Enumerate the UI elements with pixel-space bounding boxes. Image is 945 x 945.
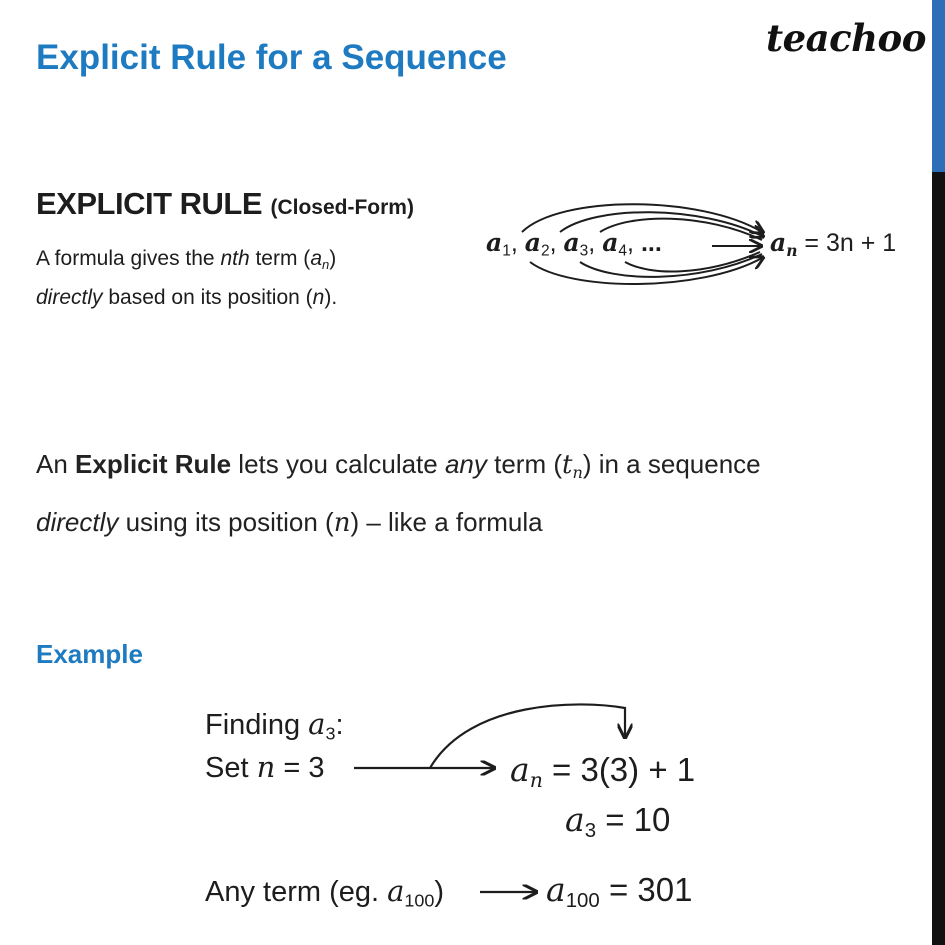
definition-line2: directly using its position (n) – like a formula [36,507,543,538]
calc-an: $a_n = 3(3) + 1$ [510,750,696,793]
arrow-curve-to-n [430,704,625,768]
teachoo-logo: teachoo [766,16,926,60]
rule-description-line1: A formula gives the nth term $(a_n)$ [36,247,337,272]
any-term-label: Any term (eg. $a_{100}$) [205,874,445,911]
result-a3: $a_3 = 10$ [565,800,671,843]
sequence-terms: $a_1$, $a_2$, $a_3$, $a_4$, ... [486,228,662,260]
definition-line1: An Explicit Rule lets you calculate any term $(t_n)$ in a sequence [36,449,761,482]
example-heading: Example [36,639,143,669]
page-title: Explicit Rule for a Sequence [36,38,507,77]
rule-formula: $a_n = 3n + 1$ [770,228,897,260]
set-n-label: Set n = 3 [205,750,325,784]
finding-a3-label: Finding $a_3$: [205,707,344,744]
rule-heading-text: EXPLICIT RULE [36,186,263,221]
rule-heading-note: (Closed-Form) [270,196,414,219]
result-a100: $a_{100} = 301$ [546,870,693,913]
rule-description-line2: directly based on its position (n). [36,285,338,309]
